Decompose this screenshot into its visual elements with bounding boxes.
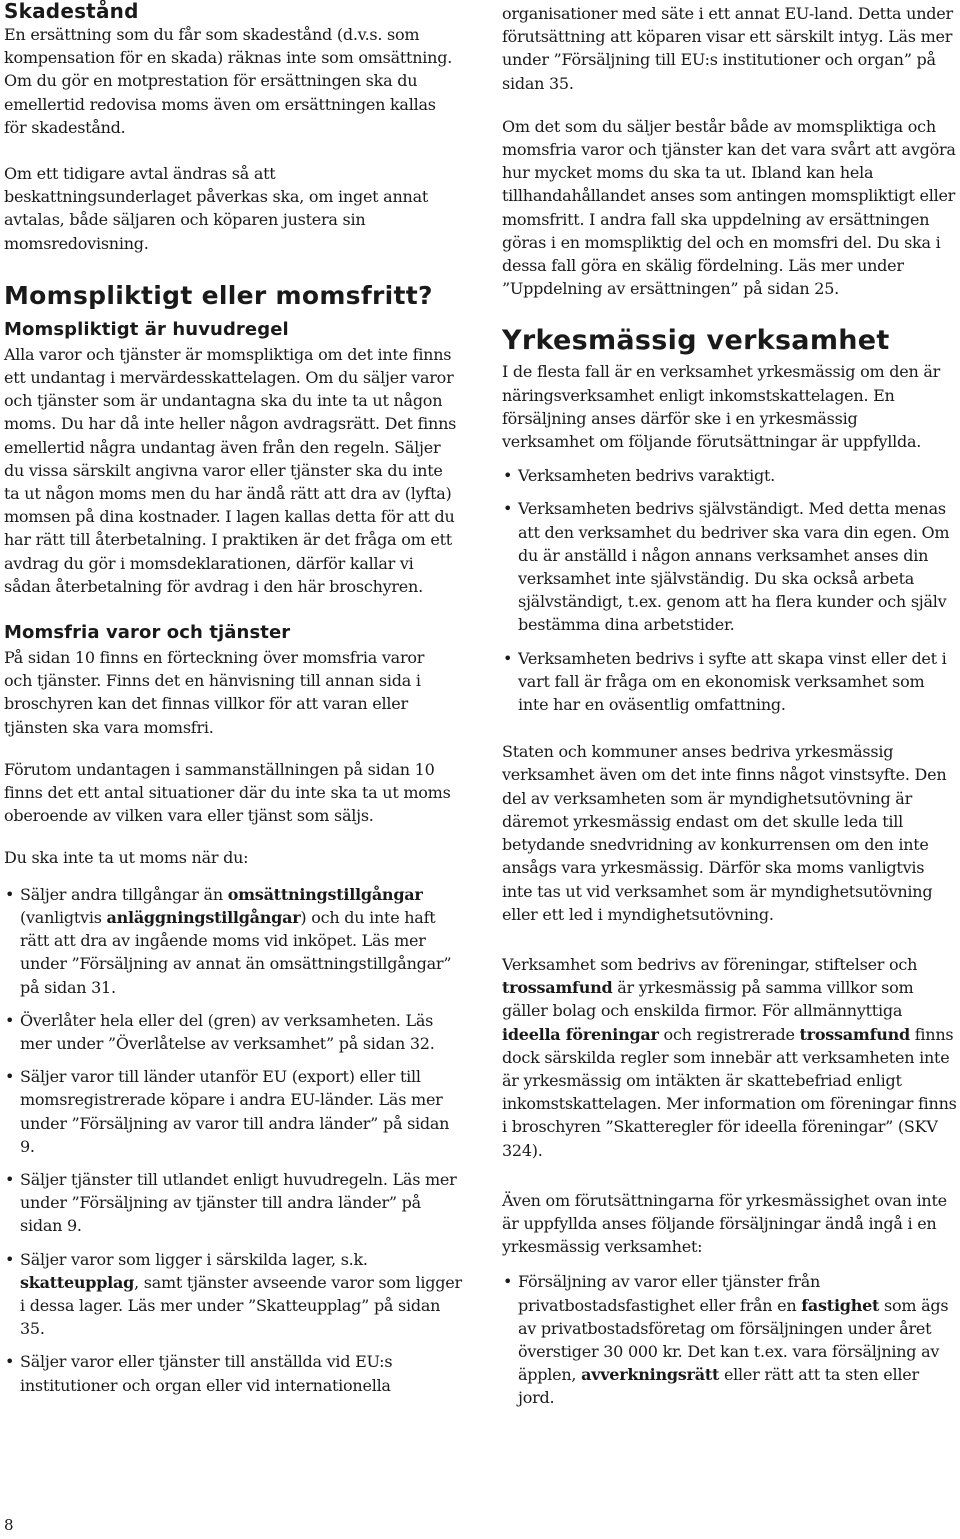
paragraph: organisationer med säte i ett annat EU-land. Detta under förutsättning att köparen visar ett särskilt intyg. Läs mer under ”Försäljning till EU:s institutioner och organ” på sidan 35. [502,4,953,93]
list-item: • Säljer varor som ligger i särskilda lager, s.k. skatteupplag, samt tjänster avseende varor som ligger i dessa lager. Läs mer under ”Skatteupplag” på sidan 35. [5,1249,462,1339]
list-item: • Säljer varor till länder utanför EU (export) eller till momsregistrerade köpare i andra EU-länder. Läs mer under ”Försäljning av varor till andra länder” på sidan 9. [5,1067,450,1156]
term-skatteupplag: skatteupplag [20,1272,135,1292]
bullet: • [5,884,15,904]
list-item: • Verksamheten bedrivs i syfte att skapa vinst eller det i vart fall är fråga om en ekonomisk verksamhet som inte har en oväsentlig omfattning. [503,648,947,715]
paragraph: Förutom undantagen i sammanställningen på sidan 10 finns det ett antal situationer där du inte ska ta ut moms oberoende av vilken vara eller tjänst som säljs. [4,759,451,826]
paragraph: Även om förutsättningarna för yrkesmässighet ovan inte är uppfyllda anses följande försäljningar ändå ingå i en yrkesmässig verksamhet: [502,1190,947,1257]
paragraph: Du ska inte ta ut moms när du: [4,848,249,868]
section-heading-yrkesmassig: Yrkesmässig verksamhet [502,325,890,357]
bullet: • [503,648,513,668]
term-omsattningstillgangar: omsättningstillgångar [227,884,423,904]
page-number: 8 [4,1516,14,1534]
bullet: • [5,1010,15,1030]
term-trossamfund: trossamfund [502,978,613,998]
paragraph: På sidan 10 finns en förteckning över momsfria varor och tjänster. Finns det en hänvisning till annan sida i broschyren kan det finnas villkor för att varan eller tjänsten ska vara momsfri. [4,648,425,737]
bullet: • [503,1272,513,1292]
term-fastighet: fastighet [801,1295,880,1315]
bullet: • [5,1352,15,1372]
bullet: • [5,1067,15,1087]
exempt-list [4,883,462,1397]
paragraph: En ersättning som du får som skadestånd (d.v.s. som kompensation för en skada) räknas inte som omsättning. Om du gör en motprestation för ersättningen ska du emellertid redovisa moms även om ersättningen kallas för skadestånd. [4,25,453,137]
list-item: • Säljer tjänster till utlandet enligt huvudregeln. Läs mer under ”Försäljning av tjänster till andra länder” på sidan 9. [5,1169,457,1236]
list-item: • Verksamheten bedrivs varaktigt. [502,464,958,487]
list-item: • Säljer varor eller tjänster till anställda vid EU:s institutioner och organ eller vid internationella [5,1352,393,1395]
section-heading-momspliktigt: Momspliktigt eller momsfritt? [4,280,433,310]
paragraph: Om ett tidigare avtal ändras så att beskattningsunderlaget påverkas ska, om inget annat avtalas, både säljaren och köparen justera sin momsredovisning. [4,164,429,253]
subheading-huvudregel: Momspliktigt är huvudregel [4,318,289,340]
left-column [4,0,462,1397]
bullet: • [503,499,513,519]
list-item: • Överlåter hela eller del (gren) av verksamheten. Läs mer under ”Överlåtelse av verksamhet” på sidan 32. [5,1010,435,1053]
term-trossamfund-registrerade: trossamfund [799,1024,910,1044]
term-avverkningsratt: avverkningsrätt [581,1365,720,1385]
paragraph: Verksamhet som bedrivs av föreningar, stiftelser och trossamfund är yrkesmässig på samma villkor som gäller bolag och enskilda firmor. För allmännyttiga ideella föreningar och registrerade trossamfund finns dock särskilda regler som innebär att verksamheten inte är yrkesmässig om intäkten är skattebefriad enligt inkomstskattelagen. Mer information om föreningar finns i broschyren ”Skatteregler för ideella föreningar” (SKV 324). [502,954,957,1160]
paragraph: Om det som du säljer består både av momspliktiga och momsfria varor och tjänster kan det vara svårt att avgöra hur mycket moms du ska ta ut. Ibland kan hela tillhandahållandet anses som antingen momspliktigt eller momsfritt. I andra fall ska uppdelning av ersättningen göras i en momspliktig del och en momsfri del. Du ska i dessa fall göra en skälig fördelning. Läs mer under ”Uppdelning av ersättningen” på sidan 25. [502,116,956,299]
list-item: • Försäljning av varor eller tjänster från privatbostadsfastighet eller från en fastighet som ägs av privatbostadsföretag om försäljningen under året överstiger 30 000 kr. Det kan t.ex. vara försäljning av äpplen, avverkningsrätt eller rätt att ta sten eller jord. [503,1272,949,1408]
bullet: • [5,1249,15,1269]
section-heading-skadestand: Skadestånd [4,0,139,23]
bullet: • [5,1169,15,1189]
list-item: • Verksamheten bedrivs självständigt. Med detta menas att den verksamhet du bedriver ska vara din egen. Om du är anställd i någon annans verksamhet anses din verksamhet inte självständig. Du ska också arbeta självständigt, t.ex. genom att ha flera kunder och själv bestämma dina arbetstider. [503,499,950,635]
term-ideella-foreningar: ideella föreningar [502,1024,659,1044]
paragraph: I de flesta fall är en verksamhet yrkesmässig om den är näringsverksamhet enligt inkomstskattelagen. En försäljning anses därför ske i en yrkesmässig verksamhet om följande förutsättningar är uppfyllda. [502,362,941,452]
term-anlaggningstillgangar: anläggningstillgångar [106,907,301,927]
bullet: • [503,466,513,486]
subheading-momsfria: Momsfria varor och tjänster [4,622,291,644]
right-column [502,0,958,1410]
paragraph: Staten och kommuner anses bedriva yrkesmässig verksamhet även om det inte finns något vinstsyfte. Den del av verksamheten som är myndighetsutövning är däremot yrkesmässig endast om det skulle leda till betydande snedvridning av konkurrensen om den inte ansågs vara yrkesmässig. Därför ska moms vanligtvis inte tas ut vid verksamhet som är myndighetsutövning eller ett led i myndighetsutövning. [502,742,947,924]
list-item: • Säljer andra tillgångar än omsättningstillgångar (vanligtvis anläggningstillgångar) och du inte haft rätt att dra av ingående moms vid inköpet. Läs mer under ”Försäljning av annat än omsättningstillgångar” på sidan 31. [5,884,452,997]
sales-list [502,1270,958,1409]
criteria-list [502,464,958,716]
paragraph: Alla varor och tjänster är momspliktiga om det inte finns ett undantag i mervärdesskattelagen. Om du säljer varor och tjänster som är undantagna ska du inte ta ut någon moms. Du har då inte heller någon avdragsrätt. Det finns emellertid några undantag även från den regeln. Säljer du vissa särskilt angivna varor eller tjänster ska du inte ta ut någon moms men du har ändå rätt att dra av (lyfta) momsen på dina kostnader. I lagen kallas detta för att du har rätt till återbetalning. I praktiken är det fråga om ett avdrag du gör i momsdeklarationen, därför kallar vi sådan återbetalning för avdrag i den här broschyren. [4,344,457,596]
